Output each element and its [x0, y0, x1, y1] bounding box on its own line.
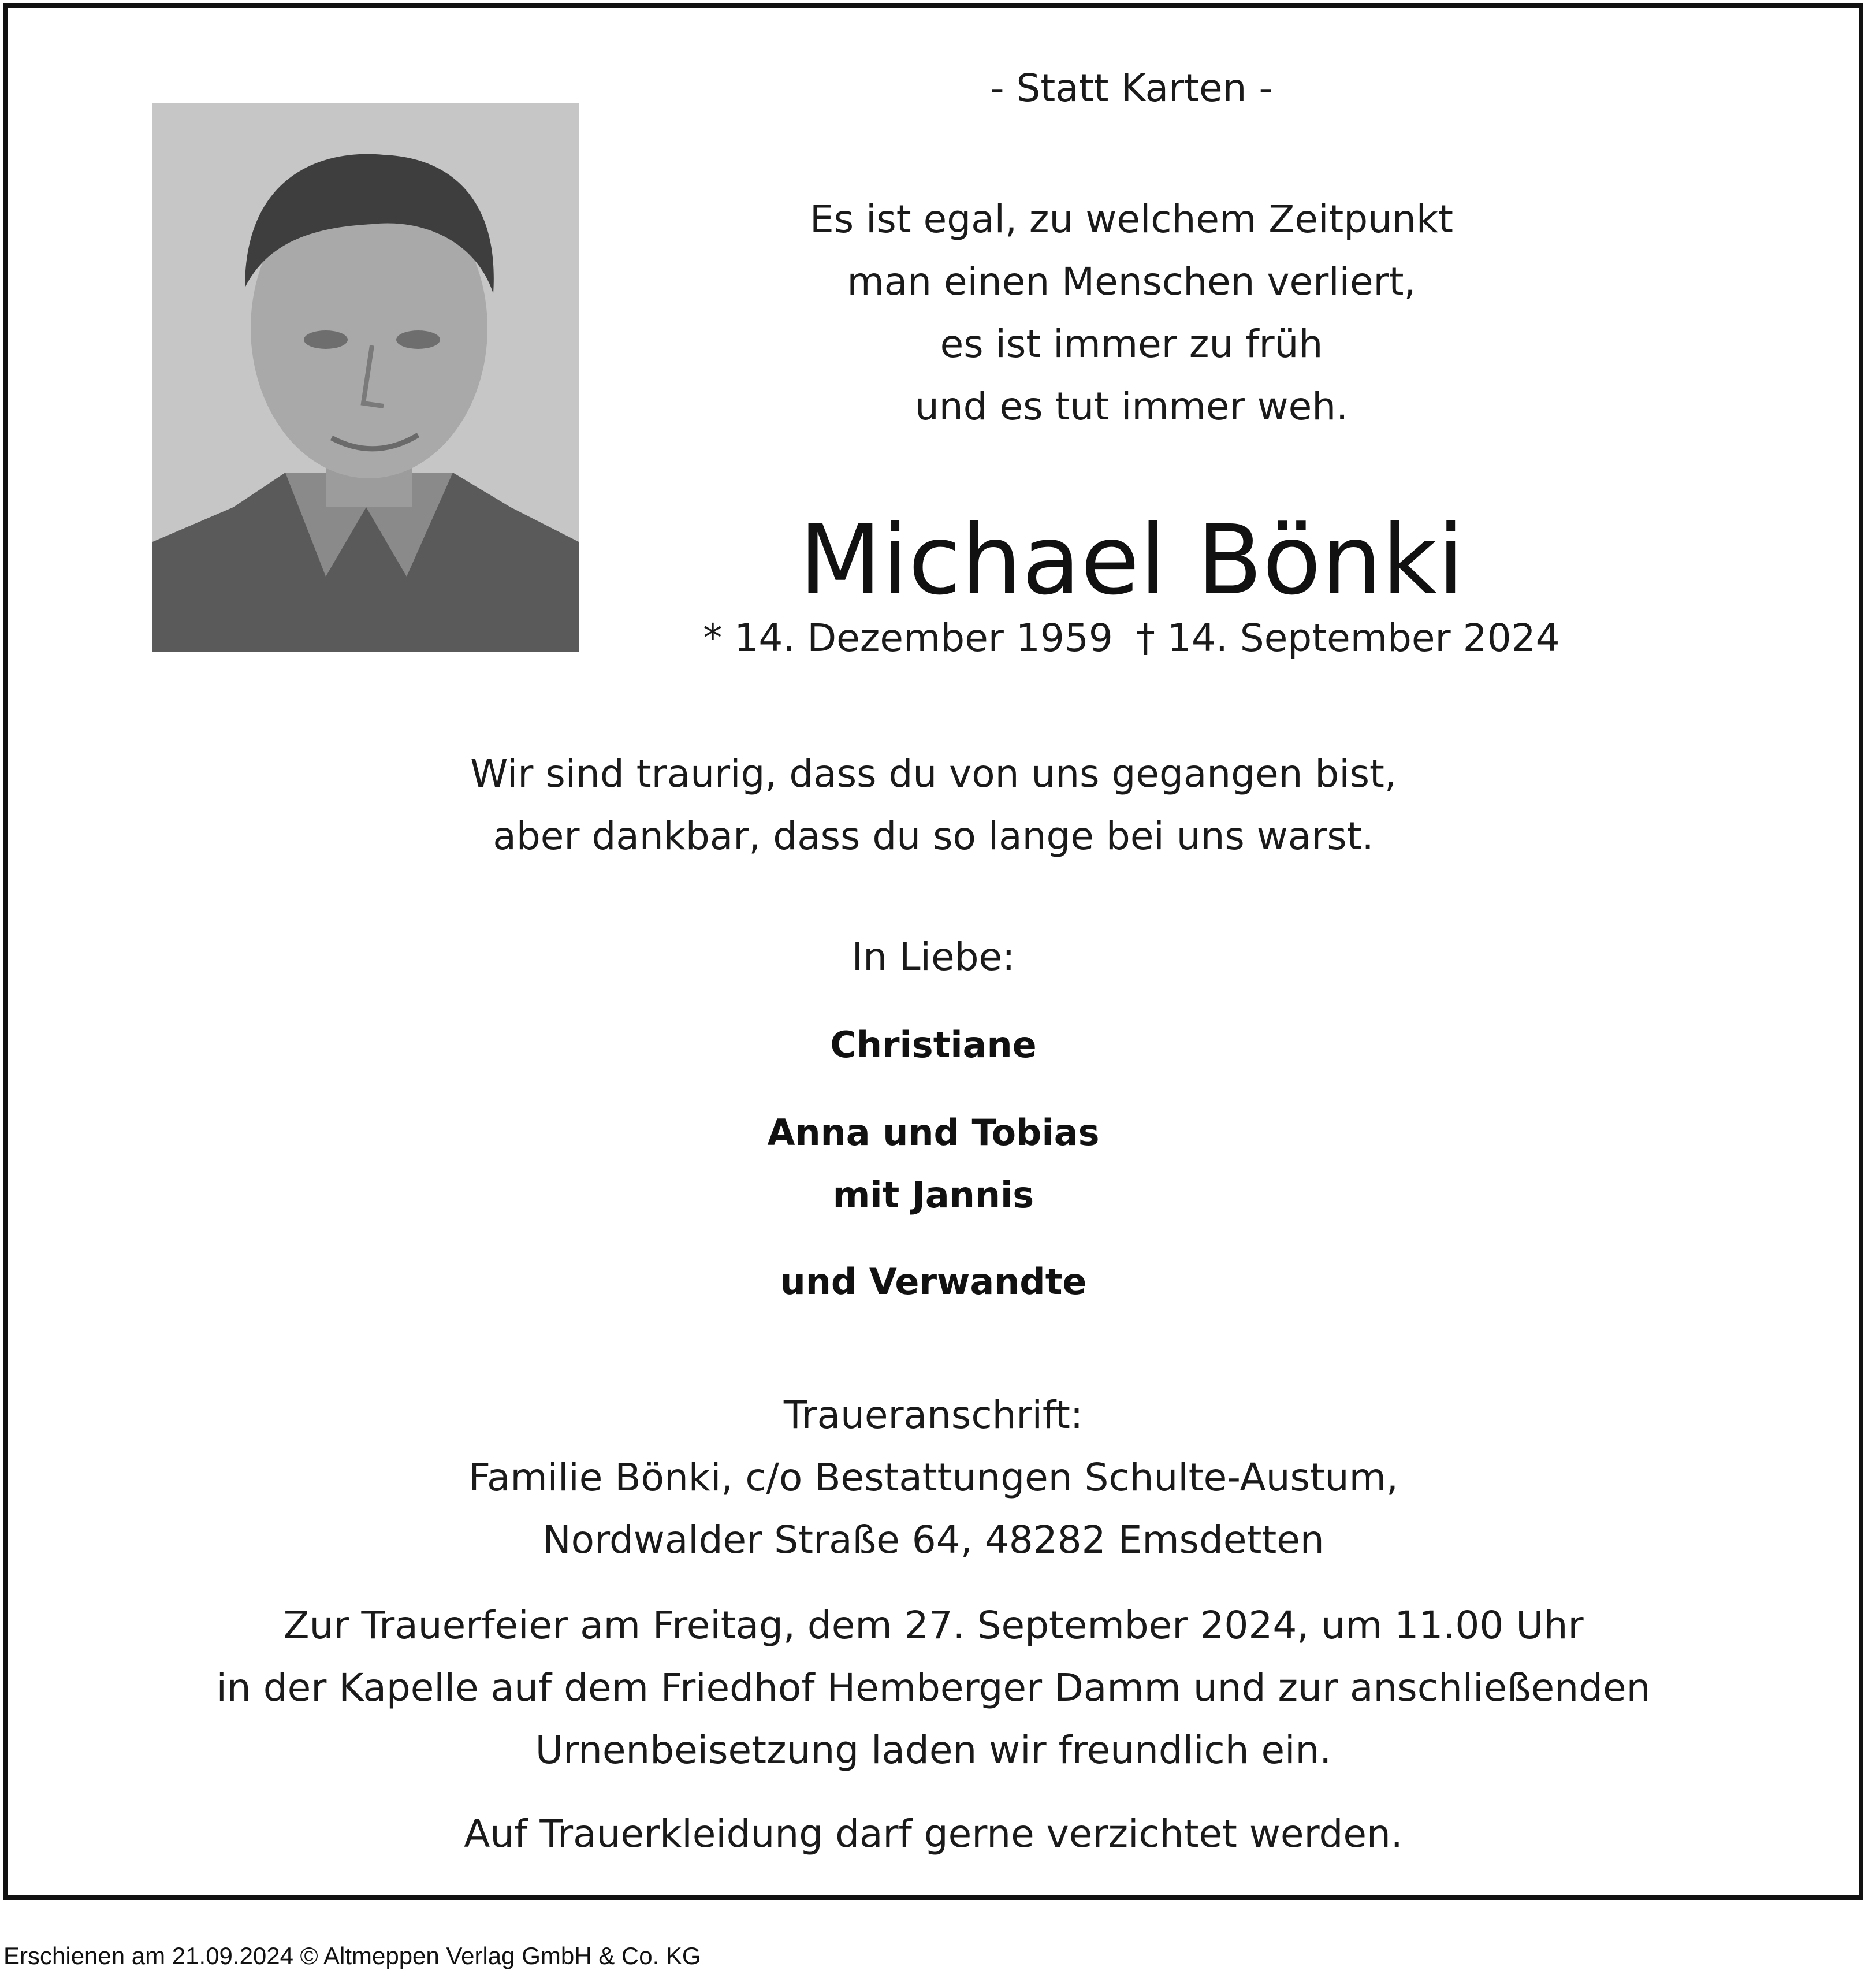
- in-love-label: In Liebe:: [851, 935, 1015, 979]
- poem-line: Es ist egal, zu welchem Zeitpunkt: [810, 197, 1453, 241]
- family-children: Anna und Tobias: [767, 1111, 1100, 1154]
- family-spouse: Christiane: [830, 1024, 1037, 1066]
- portrait-photo: [152, 103, 579, 652]
- statt-karten-header: - Statt Karten -: [990, 66, 1273, 110]
- portrait-illustration: [152, 103, 579, 652]
- sentiment-text: [8, 743, 1859, 868]
- sentiment-line: Wir sind traurig, dass du von uns gegangen bist,: [470, 752, 1397, 796]
- address-line: Nordwalder Straße 64, 48282 Emsdetten: [542, 1518, 1324, 1562]
- deceased-name: Michael Bönki: [799, 505, 1464, 616]
- poem-line: man einen Menschen verliert,: [847, 259, 1416, 304]
- closing-note: Auf Trauerkleidung darf gerne verzichtet werden.: [464, 1812, 1403, 1856]
- poem-line: es ist immer zu früh: [940, 322, 1323, 366]
- address-line: Traueranschrift:: [783, 1393, 1084, 1437]
- obituary-frame: [3, 3, 1863, 1900]
- ceremony-line: Urnenbeisetzung laden wir freundlich ein.: [535, 1728, 1332, 1772]
- ceremony-line: Zur Trauerfeier am Freitag, dem 27. September 2024, um 11.00 Uhr: [283, 1603, 1584, 1648]
- birth-date: * 14. Dezember 1959: [703, 616, 1113, 660]
- life-dates: [643, 616, 1620, 660]
- sentiment-line: aber dankbar, dass du so lange bei uns warst.: [493, 814, 1374, 858]
- family-grandchild: mit Jannis: [832, 1174, 1034, 1216]
- mourning-address: [8, 1384, 1859, 1571]
- address-line: Familie Bönki, c/o Bestattungen Schulte-Austum,: [468, 1455, 1398, 1500]
- ceremony-info: [8, 1594, 1859, 1782]
- poem-line: und es tut immer weh.: [914, 384, 1349, 429]
- ceremony-line: in der Kapelle auf dem Friedhof Hemberger Damm und zur anschließenden: [216, 1665, 1651, 1710]
- poem: [643, 188, 1620, 438]
- family-relatives: und Verwandte: [780, 1261, 1087, 1303]
- publication-footer: Erschienen am 21.09.2024 © Altmeppen Verlag GmbH & Co. KG: [3, 1942, 701, 1969]
- death-date: † 14. September 2024: [1136, 616, 1560, 660]
